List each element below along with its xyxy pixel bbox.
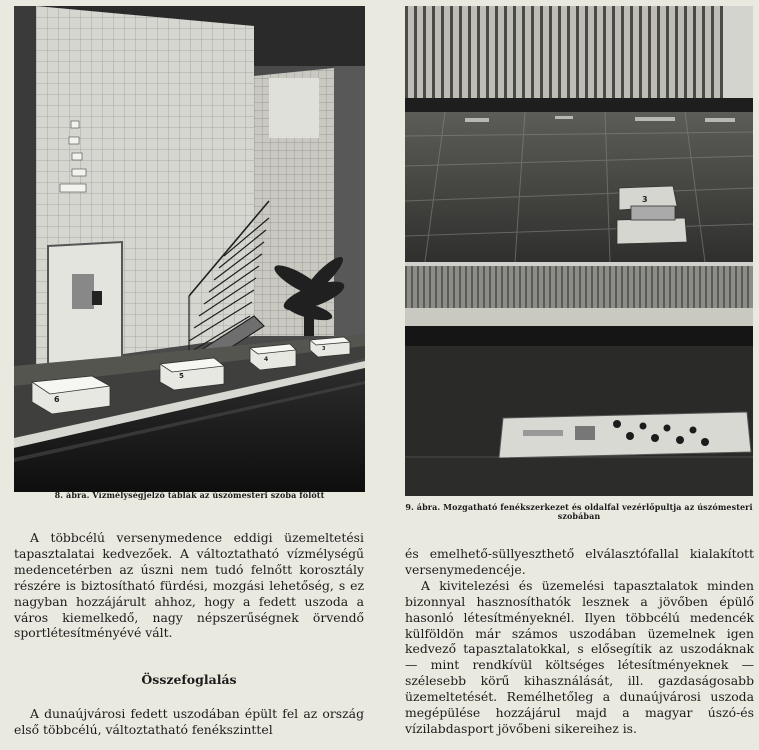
summary-paragraph-start: A dunaújvárosi fedett uszodában épült fel az ország első többcélú, változtatható fenékszinttel [14, 706, 364, 738]
control-room-photo [405, 6, 753, 496]
control-room-illustration [405, 6, 753, 496]
figure-9-caption: 9. ábra. Mozgatható fenékszerkezet és oldalfal vezérlőpultja az úszómesteri szobában [405, 502, 753, 521]
left-text-column [14, 530, 364, 738]
closing-paragraph: A kivitelezési és üzemelési tapasztalatok minden bizonnyal hasznosíthatók lesznek a jövőben épülő hasonló létesítményeknél. Ilyen többcélú medencék külföldön már számos uszodában üzemelnek igen kedvező tapasztalatokkal, s elősegítik az uszodáknak — mint rendkívül költséges létesítményeknek — szélesebb körű kihasználását, ill. gazdaságosabb üzemeltetését. Remélhetőleg a dunaújvárosi uszoda megépülése hozzájárul majd a magyar úszó-és vízilabdasport jövőbeni sikereihez is. [405, 577, 754, 736]
block-number-4: 4 [264, 356, 269, 363]
left-paragraph: A többcélú versenymedence eddigi üzemeltetési tapasztalatai kedvezőek. A változtatható vízmélységű medencetérben az úszni nem tudó felnőtt korosztály részére is biztosítható fürdési, mozgási lehetőség, s ez nagyban hozzájárult ahhoz, hogy a fedett uszoda a város kiemelkedő, nagy népszerűségnek örvendő sportlétesítményévé vált. [14, 530, 364, 641]
block-number-3-right: 3 [642, 195, 648, 204]
pool-hall-illustration [14, 6, 365, 492]
block-number-6: 6 [54, 395, 60, 404]
figure-8-caption: 8. ábra. Vízmélységjelző táblák az úszómesteri szoba fölött [54, 490, 325, 500]
summary-paragraph-continued: és emelhető-süllyeszthető elválasztófallal kialakított versenymedencéje. [405, 546, 754, 577]
right-text-column [405, 546, 754, 737]
block-number-3: 3 [322, 346, 326, 352]
block-number-5: 5 [179, 372, 184, 380]
pool-hall-photo [14, 6, 365, 492]
section-heading: Összefoglalás [141, 672, 237, 688]
